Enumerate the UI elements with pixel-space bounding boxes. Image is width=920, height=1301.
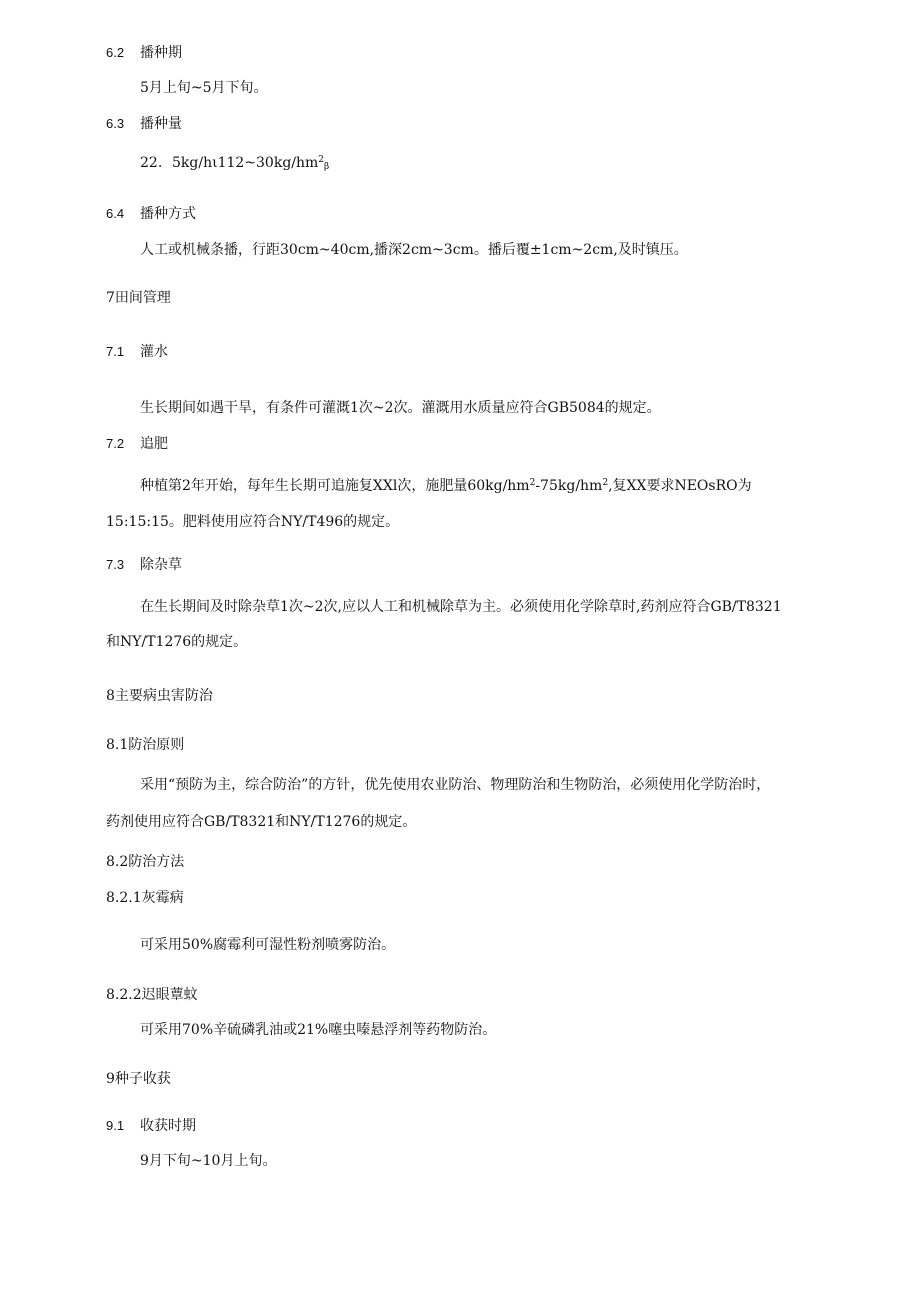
chapter-8-heading: 8主要病虫害防治	[106, 688, 213, 704]
section-8-1-body-line1: 采用“预防为主，综合防治”的方针，优先使用农业防治、物理防治和生物防治，必须使用化学防治时，	[140, 777, 771, 793]
seeding-rate-text: 5kg∕hι112~30kg∕hm	[172, 155, 319, 171]
section-title: 收获时期	[140, 1118, 196, 1134]
superscript: 2	[529, 478, 536, 488]
section-title: 播种期	[140, 45, 182, 61]
section-7-3-heading	[106, 555, 182, 575]
section-number: 9.1	[106, 1118, 125, 1133]
section-7-1-body: 生长期间如遇干旱，有条件可灌溉1次~2次。灌溉用水质量应符合GB5084的规定。	[140, 400, 661, 416]
section-6-3-body	[140, 153, 329, 173]
section-9-1-body: 9月下旬~10月上旬。	[140, 1153, 277, 1169]
superscript: 2	[602, 478, 609, 488]
section-number: 7.2	[106, 436, 125, 451]
section-title: 播种方式	[140, 206, 196, 222]
section-6-2-heading	[106, 43, 182, 63]
section-7-3-body-line1: 在生长期间及时除杂草1次~2次,应以人工和机械除草为主。必须使用化学除草时,药剂应符合GB/T8321	[140, 599, 782, 615]
section-number: 6.3	[106, 116, 125, 131]
section-9-1-heading	[106, 1116, 196, 1136]
section-number: 6.4	[106, 206, 125, 221]
section-6-4-body: 人工或机械条播，行距30cm~40cm,播深2cm~3cm。播后覆±1cm~2cm,及时镇压。	[140, 242, 688, 258]
section-6-3-heading	[106, 114, 182, 134]
text-segment: 种植第2年开始，每年生长期可追施复XXl次，施肥量60kg∕hm	[140, 478, 530, 494]
text-segment: -75kg∕hm	[535, 478, 603, 494]
seeding-rate-sup: 2	[318, 155, 325, 165]
text-segment: ,复XX要求NEOsRO为	[608, 478, 752, 494]
section-title: 除杂草	[140, 557, 182, 573]
section-8-1-body-line2: 药剂使用应符合GB/T8321和NY/T1276的规定。	[106, 814, 417, 830]
section-8-1-heading: 8.1防治原则	[106, 737, 185, 753]
section-8-2-2-body: 可采用70%辛硫磷乳油或21%噻虫嗪悬浮剂等药物防治。	[140, 1022, 497, 1038]
section-title: 追肥	[140, 436, 168, 452]
section-7-2-heading	[106, 434, 168, 454]
section-8-2-heading: 8.2防治方法	[106, 854, 185, 870]
section-6-4-heading	[106, 204, 196, 224]
chapter-7-heading: 7田间管理	[106, 290, 171, 306]
section-title: 灌水	[140, 344, 168, 360]
section-title: 播种量	[140, 116, 182, 132]
section-7-1-heading	[106, 342, 168, 362]
section-number: 7.1	[106, 344, 125, 359]
seeding-rate-prefix: 22.	[140, 155, 163, 171]
chapter-9-heading: 9种子收获	[106, 1071, 171, 1087]
seeding-rate-sub: β	[324, 162, 330, 172]
section-6-2-body: 5月上旬~5月下旬。	[140, 80, 268, 96]
section-number: 6.2	[106, 45, 125, 60]
section-8-2-2-heading: 8.2.2迟眼蕈蚊	[106, 987, 198, 1003]
section-7-2-body-line1	[140, 476, 752, 496]
section-number: 7.3	[106, 557, 125, 572]
section-8-2-1-body: 可采用50%腐霉利可湿性粉剂喷雾防治。	[140, 937, 396, 953]
section-7-3-body-line2: 和NY/T1276的规定。	[106, 634, 248, 650]
section-7-2-body-line2: 15:15:15。肥料使用应符合NY/T496的规定。	[106, 514, 400, 530]
section-8-2-1-heading: 8.2.1灰霉病	[106, 890, 184, 906]
